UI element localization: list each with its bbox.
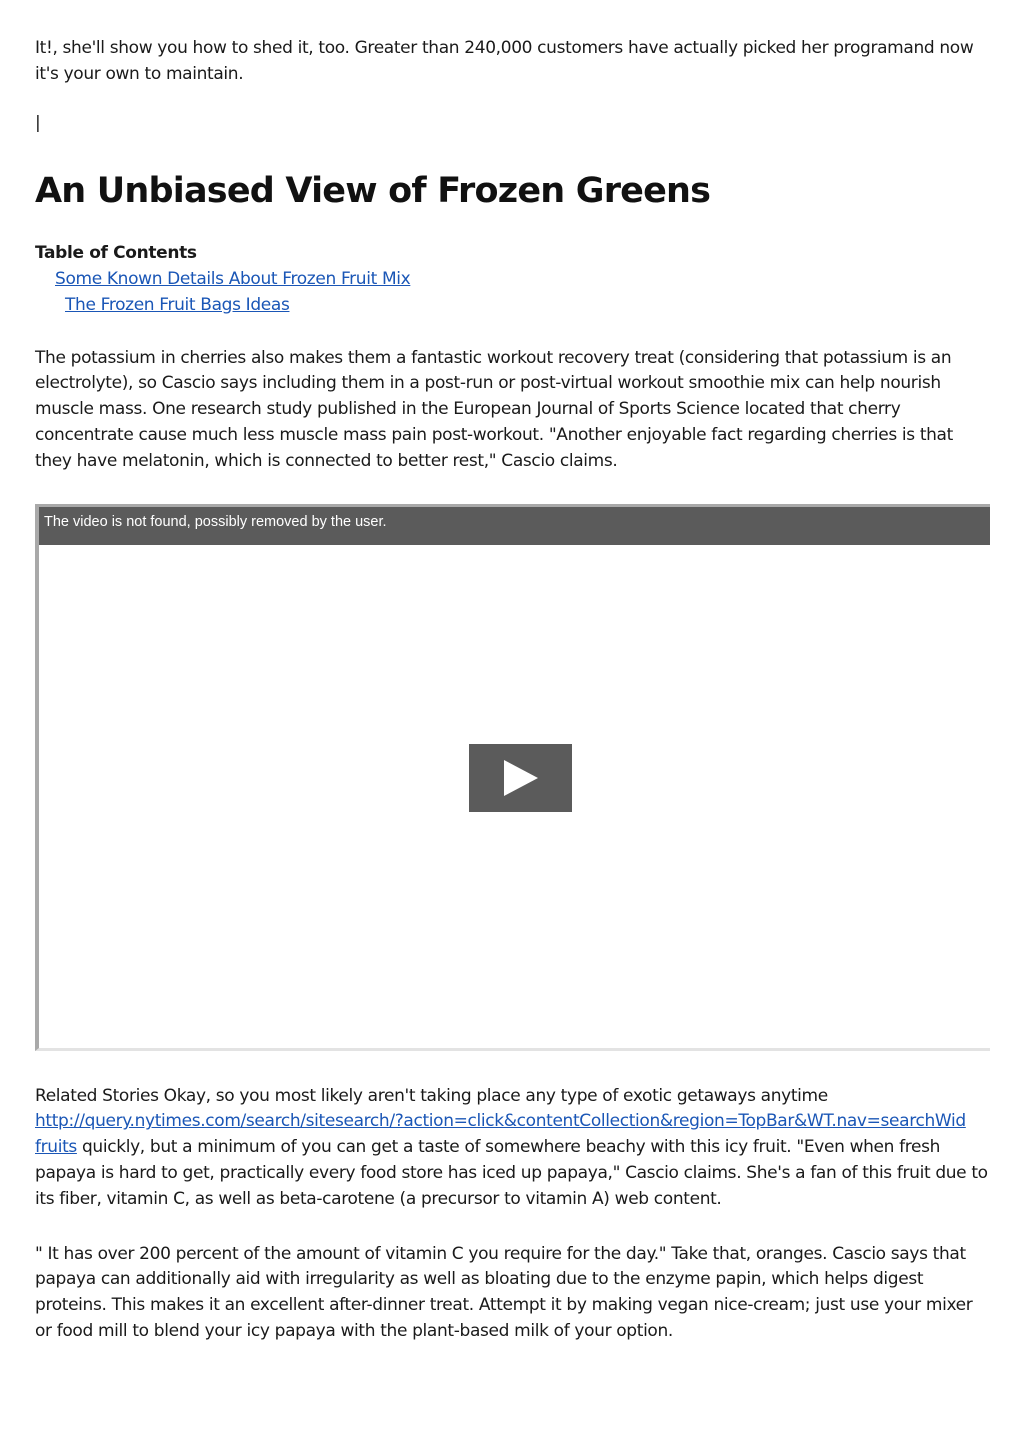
table-of-contents [35, 240, 990, 318]
play-icon [503, 759, 539, 797]
video-player[interactable] [35, 504, 990, 1051]
paragraph-text-continued: quickly, but a minimum of you can get a taste of somewhere beachy with this icy fruit. "Even when fresh papaya is hard to get, practically every food store has iced up papaya," Cascio claims. She's a fan of this fruit due to its fiber, vitamin C, as well as beta-carotene (a precursor to vitamin A) web content. [35, 1137, 988, 1209]
video-error-message: The video is not found, possibly removed by the user. [44, 513, 387, 530]
toc-link-frozen-fruit-bags[interactable]: The Frozen Fruit Bags Ideas [65, 294, 290, 315]
article [35, 36, 990, 1345]
play-button[interactable] [469, 744, 572, 812]
text-cursor: | [35, 112, 41, 133]
link-text-line1: http://query.nytimes.com/search/sitesearch/?action=click&contentCollection&region=TopBar&WT.nav=searchWid [35, 1111, 966, 1132]
body-paragraph-cherries: The potassium in cherries also makes them a fantastic workout recovery treat (considering that potassium is an electrolyte), so Cascio says including them in a post-run or post-virtual workout smoothie mix can help nourish muscle mass. One research study published in the European Journal of Sports Science located that cherry concentrate cause much less muscle mass pain post-workout. "Another enjoyable fact regarding cherries is that they have melatonin, which is connected to better rest," Cascio claims. [35, 347, 953, 471]
body-paragraph-vitamin-c: " It has over 200 percent of the amount of vitamin C you require for the day." Take that, oranges. Cascio says that papaya can additionally aid with irregularity as well as bloating due to the enzyme papin, which helps digest proteins. This makes it an excellent after-dinner treat. Attempt it by making vegan nice-cream; just use your mixer or food mill to blend your icy papaya with the plant-based milk of your option. [35, 1243, 973, 1341]
body-paragraph-papaya [35, 1084, 990, 1213]
paragraph-text: Related Stories Okay, so you most likely aren't taking place any type of exotic getaways anytime [35, 1085, 828, 1106]
link-text-line2: fruits [35, 1137, 77, 1158]
video-error-bar [39, 507, 990, 545]
page-title: An Unbiased View of Frozen Greens [35, 170, 711, 211]
intro-paragraph: It!, she'll show you how to shed it, too. Greater than 240,000 customers have actually picked her programand now it's your own to maintain. [35, 38, 974, 84]
toc-link-frozen-fruit-mix[interactable]: Some Known Details About Frozen Fruit Mix [55, 268, 411, 289]
toc-title: Table of Contents [35, 242, 197, 263]
